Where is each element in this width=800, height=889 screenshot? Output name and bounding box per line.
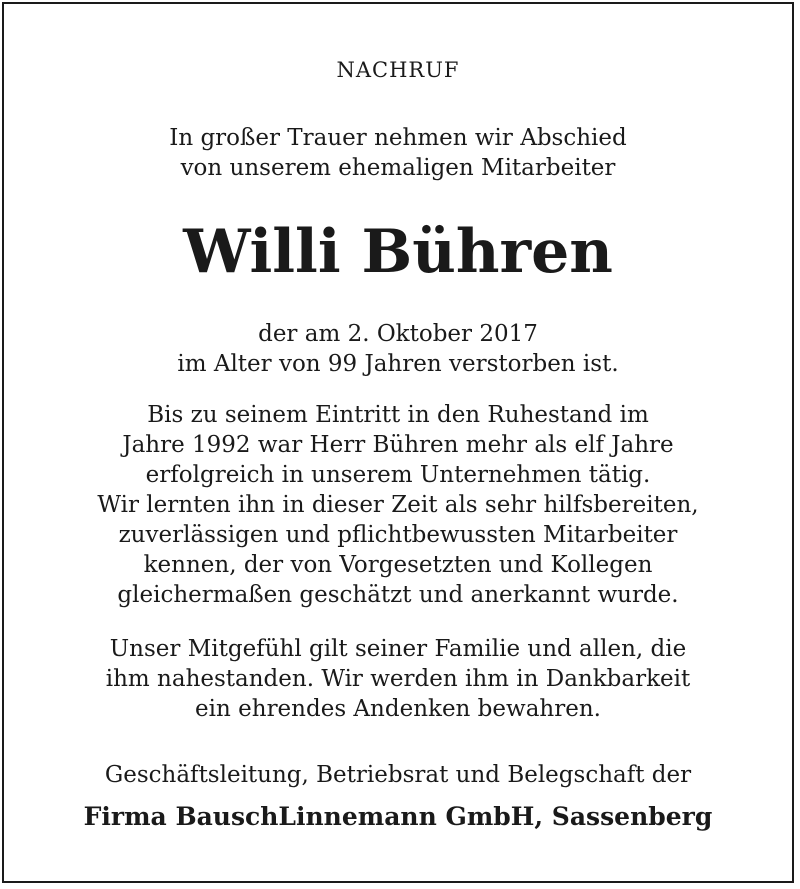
sympathy-line: Unser Mitgefühl gilt seiner Familie und allen, die	[109, 636, 687, 662]
career-line: kennen, der von Vorgesetzten und Kollegen	[143, 552, 653, 578]
signoff-text: Geschäftsleitung, Betriebsrat und Belegschaft der	[104, 762, 692, 788]
death-date-text	[2, 319, 794, 379]
career-line: zuverlässigen und pflichtbewussten Mitarbeiter	[118, 522, 678, 548]
career-line: Wir lernten ihn in dieser Zeit als sehr hilfsbereiten,	[97, 492, 699, 518]
date-line: der am 2. Oktober 2017	[258, 321, 538, 347]
career-paragraph	[2, 400, 794, 610]
deceased-name: Willi Bühren	[183, 217, 613, 287]
intro-text	[2, 123, 794, 183]
sympathy-paragraph	[2, 634, 794, 724]
sympathy-line: ihm nahestanden. Wir werden ihm in Dankbarkeit	[105, 666, 691, 692]
career-line: erfolgreich in unserem Unternehmen tätig.	[145, 462, 651, 488]
intro-line: In großer Trauer nehmen wir Abschied	[169, 125, 627, 151]
career-line: Jahre 1992 war Herr Bühren mehr als elf Jahre	[122, 432, 674, 458]
date-line: im Alter von 99 Jahren verstorben ist.	[177, 351, 619, 377]
intro-line: von unserem ehemaligen Mitarbeiter	[180, 155, 616, 181]
career-line: gleichermaßen geschätzt und anerkannt wurde.	[117, 582, 679, 608]
career-line: Bis zu seinem Eintritt in den Ruhestand im	[147, 402, 649, 428]
notice-heading: NACHRUF	[336, 58, 460, 82]
company-name: Firma BauschLinnemann GmbH, Sassenberg	[83, 802, 713, 831]
sympathy-line: ein ehrendes Andenken bewahren.	[195, 696, 601, 722]
